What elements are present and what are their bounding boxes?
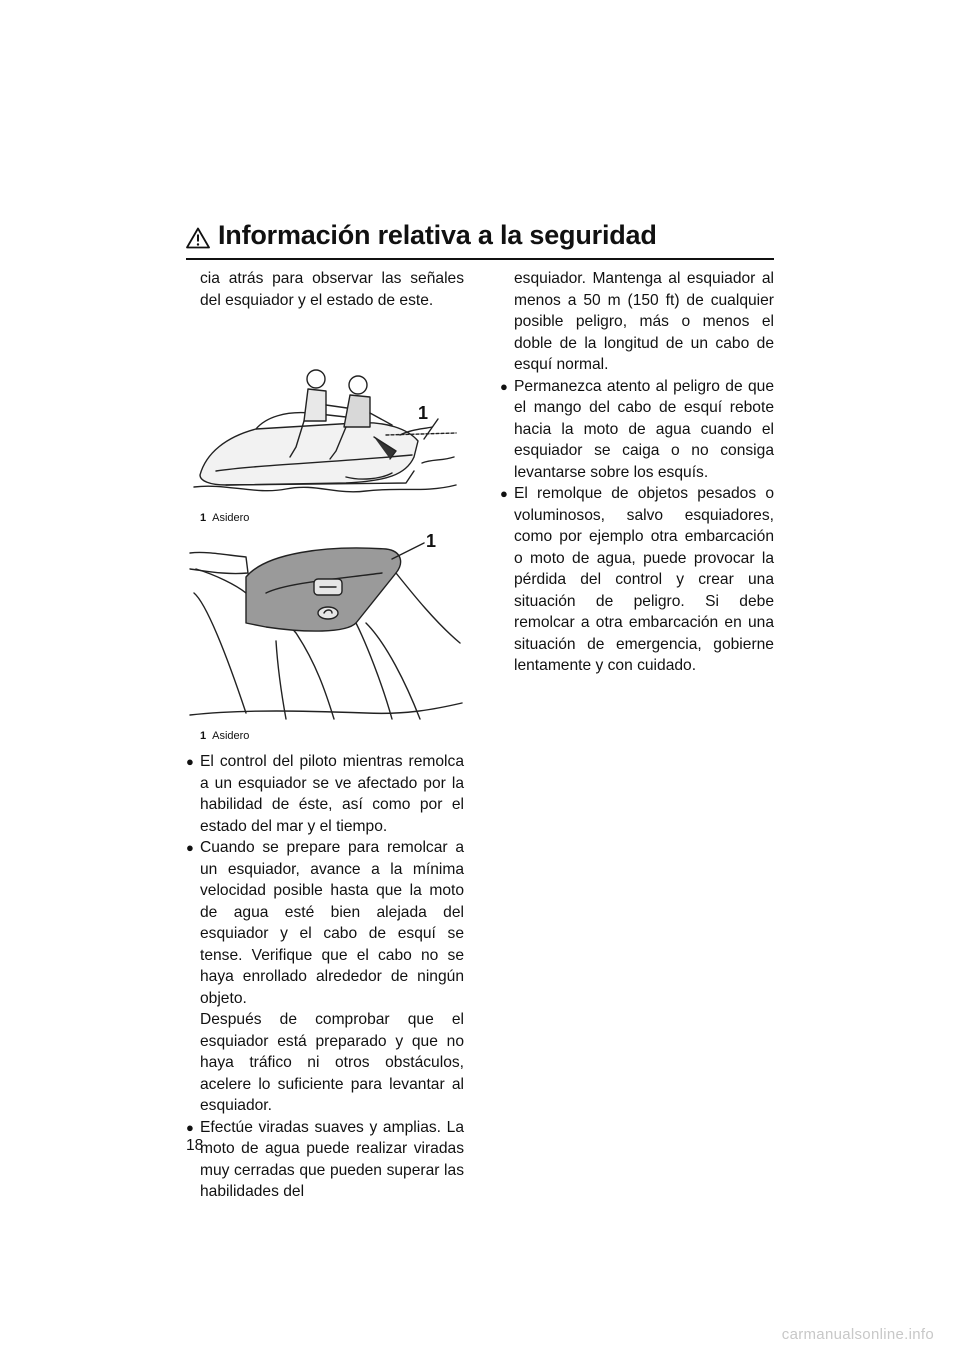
bullet-text: Cuando se prepare para remolcar a un esquiador, avance a la mínima velocidad posible hasta que la moto de agua esté bien alejada del esquiador y el cabo de esquí se tense. Verifique que el cabo no se haya enrollado alrededor de ningún objeto. <box>200 839 464 1007</box>
page-header <box>186 222 774 260</box>
watermark: carmanualsonline.info <box>781 1326 934 1343</box>
bullet-item <box>500 376 774 484</box>
caption-text: Asidero <box>212 730 250 742</box>
left-column <box>186 268 464 1203</box>
figure1-caption <box>186 511 464 525</box>
callout-1: 1 <box>418 403 429 423</box>
right-column <box>500 268 774 677</box>
figure-grab-handle <box>186 533 464 723</box>
bullet-dot-icon: ● <box>186 840 194 855</box>
warning-triangle-icon <box>186 227 210 249</box>
bullet-dot-icon: ● <box>500 378 508 394</box>
bullet-subparagraph: Después de comprobar que el esquiador está preparado y que no haya tráfico ni otros obstáculos, acelere lo suficiente para levantar al esquiador. <box>200 1011 464 1114</box>
caption-text: Asidero <box>212 512 250 524</box>
bullet-text: El remolque de objetos pesados o voluminosos, salvo esquiadores, como por ejemplo otra embarcación o moto de agua, puede provocar la pérdida del control y crear una situación de peligro. Si debe remolcar a otra embarcación en una situación de emergencia, gobierne lentamente y con cuidado. <box>514 485 774 674</box>
figure-jetski-towing <box>186 325 464 505</box>
bullet-text: El control del piloto mientras remolca a un esquiador se ve afectado por la habilidad de éste, así como por el estado del mar y el tiempo. <box>200 753 464 835</box>
grab-handle-illustration <box>186 533 464 723</box>
page-title: Información relativa a la seguridad <box>218 220 657 250</box>
bullet-item <box>500 483 774 677</box>
callout-1: 1 <box>426 531 437 551</box>
caption-number: 1 <box>200 512 207 524</box>
page-number: 18 <box>186 1137 204 1154</box>
bullet-dot-icon: ● <box>186 754 194 769</box>
bullet-item <box>186 751 464 837</box>
bullet-text: Permanezca atento al peligro de que el mango del cabo de esquí rebote hacia la moto de agua cuando el esquiador se caiga o no consiga levantarse sobre los esquís. <box>514 377 774 481</box>
bullet-item <box>186 1117 464 1203</box>
figure2-caption <box>186 729 464 743</box>
bullet-dot-icon: ● <box>186 1119 194 1135</box>
bullet-item <box>186 837 464 1009</box>
caption-number: 1 <box>200 730 207 742</box>
bullet-dot-icon: ● <box>500 486 508 501</box>
intro-paragraph: cia atrás para observar las señales del esquiador y el estado de este. <box>200 270 464 309</box>
bullet-text: Efectúe viradas suaves y amplias. La moto de agua puede realizar viradas muy cerradas que pueden superar las habilidades del <box>200 1118 464 1200</box>
continuation-paragraph: esquiador. Mantenga al esquiador al menos a 50 m (150 ft) de cualquier posible peligro, más o menos el doble de la longitud de un cabo de esquí normal. <box>514 270 774 373</box>
